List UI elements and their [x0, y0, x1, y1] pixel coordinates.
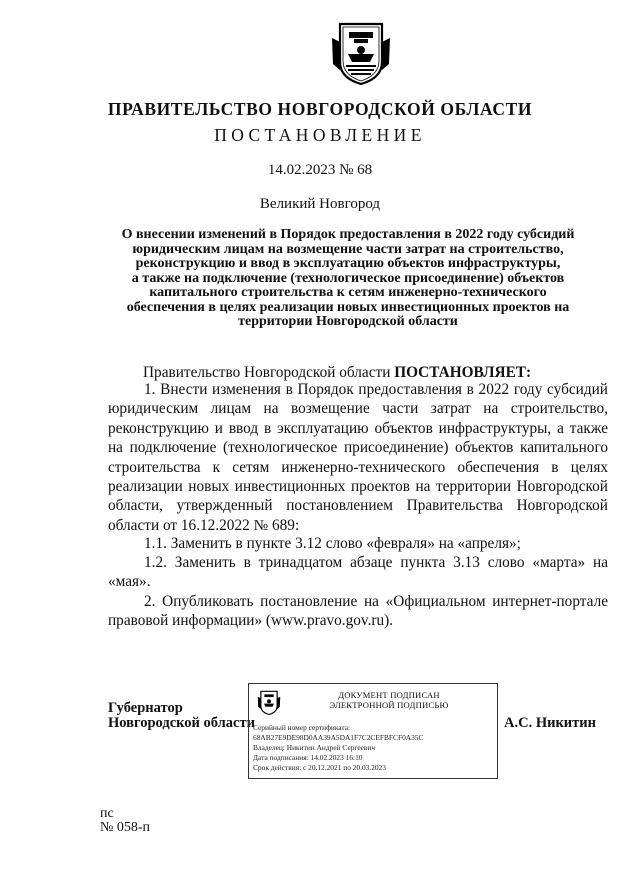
signing-date: Дата подписания: 14.02.2023 16:10: [253, 753, 363, 762]
title-line: реконструкцию и ввод в эксплуатацию объектов инфраструктуры,: [135, 256, 561, 271]
stamp-heading: [289, 690, 489, 710]
title-line: территории Новгородской области: [238, 314, 458, 329]
signatory-position: [108, 701, 255, 731]
position-line: Губернатор: [108, 700, 183, 716]
coat-of-arms-icon: [330, 20, 392, 86]
electronic-signature-stamp: [248, 683, 498, 779]
title-line: капитального строительства к сетям инженерно-технического: [149, 285, 547, 300]
government-name: ПРАВИТЕЛЬСТВО НОВГОРОДСКОЙ ОБЛАСТИ: [107, 99, 533, 119]
stamp-heading-line: ДОКУМЕНТ ПОДПИСАН: [338, 690, 440, 700]
stamp-heading-line: ЭЛЕКТРОННОЙ ПОДПИСЬЮ: [329, 700, 449, 710]
title-line: а также на подключение (технологическое присоединение) объектов: [131, 270, 565, 286]
title-line: обеспечения в целях реализации новых инвестиционных проектов на: [126, 299, 570, 315]
paragraph-1: 1. Внести изменения в Порядок предоставления в 2022 году субсидий юридическим лицам на возмещение части затрат на строительство, реконструкцию и ввод в эксплуатацию объектов инфраструктуры, а также на подключение (технологическое присоединение) объектов капитального строительства к сетям инженерно-технического обеспечения в целях реализации новых инвестиционных проектов на территории Новгородской области, утвержденный постановлением Правительства Новгородской области от 16.12.2022 № 689:: [108, 381, 608, 534]
certificate-owner: Владелец: Никитин Андрей Сергеевич: [253, 743, 376, 752]
certificate-label: Серийный номер сертификата:: [253, 723, 351, 732]
stamp-emblem-icon: [257, 689, 281, 716]
certificate-validity: Срок действия: с 20.12.2021 по 20.03.2023: [253, 763, 386, 772]
city-name: Великий Новгород: [259, 196, 381, 212]
signatory-name: А.С. Никитин: [504, 715, 596, 731]
footer-code: пс: [100, 806, 114, 821]
paragraph-1-1: 1.1. Заменить в пункте 3.12 слово «февраля» на «апреля»;: [144, 535, 521, 552]
document-type: ПОСТАНОВЛЕНИЕ: [214, 125, 426, 145]
decree-keyword: ПОСТАНОВЛЯЕТ:: [394, 364, 532, 381]
paragraph-1-2: 1.2. Заменить в тринадцатом абзаце пункта 3.13 слово «марта» на «мая».: [108, 554, 608, 591]
paragraph-2: 2. Опубликовать постановление на «Официальном интернет-портале правовой информации» (www.pravo.gov.ru).: [108, 593, 608, 630]
document-title: [112, 228, 584, 330]
footer-number: № 058-п: [100, 820, 151, 835]
certificate-number: 68AB27E9DE98D0AA39A5DA1F7C2CEFBFCF0A35C: [253, 733, 424, 742]
intro-text: Правительство Новгородской области: [143, 364, 395, 381]
position-line: Новгородской области: [108, 715, 255, 731]
title-line: юридическим лицам на возмещение части затрат на строительство,: [132, 241, 564, 257]
date-number: 14.02.2023 № 68: [267, 162, 373, 178]
title-line: О внесении изменений в Порядок предоставления в 2022 году субсидий: [121, 227, 575, 242]
